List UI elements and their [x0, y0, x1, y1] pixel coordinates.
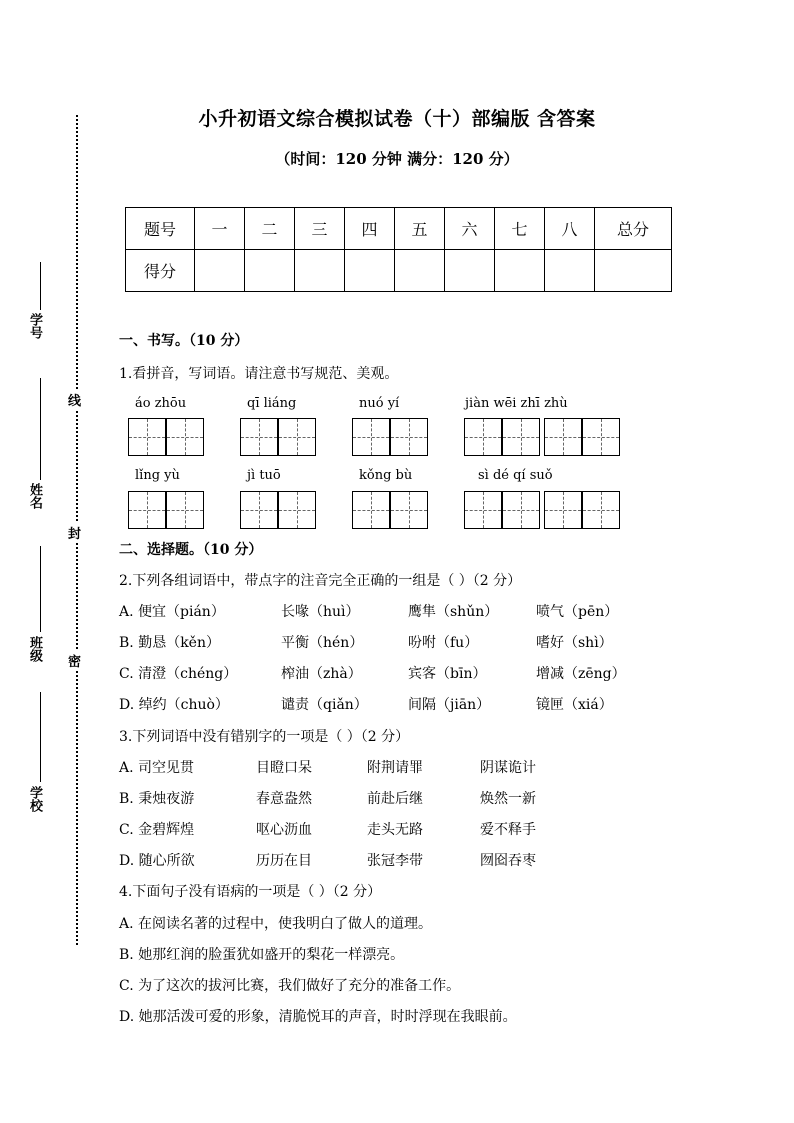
pinyin-6: jì tuō — [247, 468, 281, 483]
q3-option-d: D. 随心所欲 — [119, 853, 195, 869]
writing-grid-cell[interactable] — [166, 491, 204, 529]
score-table-score-row — [126, 250, 672, 292]
seal-char-feng: 封 — [68, 523, 81, 542]
page-subtitle: （时间：120 分钟 满分：120 分） — [275, 150, 519, 168]
writing-grid-cell[interactable] — [390, 418, 428, 456]
score-header-cell: 三 — [295, 208, 345, 250]
question-2: 2.下列各组词语中，带点字的注音完全正确的一组是（ ）（2 分） — [119, 573, 522, 589]
q4-option-a: A. 在阅读名著的过程中，使我明白了做人的道理。 — [119, 916, 433, 932]
question-1: 1.看拼音，写词语。请注意书写规范、美观。 — [119, 366, 399, 382]
q3-option-a-4: 阴谋诡计 — [480, 760, 536, 776]
score-table — [125, 207, 672, 292]
margin-label-class: 班级 — [27, 636, 42, 662]
score-header-cell: 总分 — [595, 208, 672, 250]
q3-option-c-3: 走头无路 — [367, 822, 423, 838]
q3-option-c-2: 呕心沥血 — [256, 822, 312, 838]
q2-option-a-3: 鹰隼（shǔn） — [408, 604, 499, 620]
pinyin-1: áo zhōu — [135, 396, 187, 411]
margin-label-school: 学校 — [27, 786, 42, 812]
school-blank — [40, 692, 42, 782]
score-header-cell: 八 — [545, 208, 595, 250]
q3-option-b-2: 春意盎然 — [256, 791, 312, 807]
pinyin-3: nuó yí — [359, 396, 400, 411]
student-id-blank — [40, 262, 42, 310]
writing-grid-cell[interactable] — [582, 491, 620, 529]
seal-char-mi: 密 — [68, 651, 81, 670]
q3-option-b-4: 焕然一新 — [480, 791, 536, 807]
score-input-cell[interactable] — [495, 250, 545, 292]
section1-heading: 一、书写。（10 分） — [119, 333, 249, 349]
score-input-cell[interactable] — [445, 250, 495, 292]
score-header-cell: 四 — [345, 208, 395, 250]
score-header-cell: 题号 — [126, 208, 195, 250]
q2-option-b: B. 勤恳（kěn） — [119, 635, 220, 651]
q2-option-d-3: 间隔（jiān） — [408, 697, 491, 713]
writing-grid-cell[interactable] — [582, 418, 620, 456]
writing-grid-cell[interactable] — [166, 418, 204, 456]
q2-option-a: A. 便宜（pián） — [119, 604, 225, 620]
q3-option-a-2: 目瞪口呆 — [256, 760, 312, 776]
seal-char-xian: 线 — [68, 390, 81, 409]
pinyin-2: qī liáng — [247, 396, 297, 411]
score-input-cell[interactable] — [345, 250, 395, 292]
writing-grid-cell[interactable] — [240, 418, 278, 456]
score-input-cell[interactable] — [295, 250, 345, 292]
q2-option-c-3: 宾客（bīn） — [408, 666, 487, 682]
q3-option-a-3: 附荆请罪 — [367, 760, 423, 776]
pinyin-4: jiàn wēi zhī zhù — [465, 396, 568, 411]
q3-option-d-4: 囫囵吞枣 — [480, 853, 536, 869]
score-header-cell: 二 — [245, 208, 295, 250]
pinyin-5: lǐng yù — [135, 468, 180, 483]
q2-option-c: C. 清澄（chéng） — [119, 666, 238, 682]
q3-option-b-3: 前赴后继 — [367, 791, 423, 807]
score-header-cell: 七 — [495, 208, 545, 250]
writing-grid-cell[interactable] — [502, 491, 540, 529]
question-3: 3.下列词语中没有错别字的一项是（ ）（2 分） — [119, 729, 410, 745]
q3-option-c: C. 金碧辉煌 — [119, 822, 195, 838]
writing-grid-cell[interactable] — [390, 491, 428, 529]
class-blank — [40, 546, 42, 632]
pinyin-8: sì dé qí suǒ — [478, 468, 553, 483]
margin-label-name: 姓名 — [27, 483, 42, 509]
score-input-cell[interactable] — [245, 250, 295, 292]
q2-option-d-4: 镜匣（xiá） — [536, 697, 613, 713]
writing-grid-cell[interactable] — [352, 418, 390, 456]
q2-option-d: D. 绰约（chuò） — [119, 697, 229, 713]
score-input-cell[interactable] — [595, 250, 672, 292]
writing-grid-cell[interactable] — [544, 491, 582, 529]
score-input-cell[interactable] — [195, 250, 245, 292]
name-blank — [40, 378, 42, 480]
page-title: 小升初语文综合模拟试卷（十）部编版 含答案 — [198, 108, 596, 130]
writing-grid-cell[interactable] — [464, 418, 502, 456]
q2-option-c-4: 增减（zēng） — [536, 666, 626, 682]
score-input-cell[interactable] — [395, 250, 445, 292]
pinyin-7: kǒng bù — [359, 468, 413, 483]
writing-grid-cell[interactable] — [544, 418, 582, 456]
q2-option-d-2: 谴责（qiǎn） — [281, 697, 368, 713]
writing-grid-cell[interactable] — [240, 491, 278, 529]
q2-option-b-4: 嗜好（shì） — [536, 635, 613, 651]
score-header-cell: 五 — [395, 208, 445, 250]
q3-option-d-2: 历历在目 — [256, 853, 312, 869]
writing-grid-cell[interactable] — [278, 491, 316, 529]
margin-label-student-id: 学号 — [27, 313, 42, 339]
writing-grid-cell[interactable] — [278, 418, 316, 456]
score-header-cell: 一 — [195, 208, 245, 250]
writing-grid-cell[interactable] — [128, 418, 166, 456]
writing-grid-cell[interactable] — [352, 491, 390, 529]
q2-option-a-2: 长喙（huì） — [281, 604, 360, 620]
q2-option-b-2: 平衡（hén） — [281, 635, 364, 651]
q4-option-b: B. 她那红润的脸蛋犹如盛开的梨花一样漂亮。 — [119, 947, 405, 963]
q4-option-d: D. 她那活泼可爱的形象，清脆悦耳的声音，时时浮现在我眼前。 — [119, 1009, 517, 1025]
q2-option-a-4: 喷气（pēn） — [536, 604, 619, 620]
score-input-cell[interactable] — [545, 250, 595, 292]
q3-option-c-4: 爱不释手 — [480, 822, 536, 838]
q2-option-c-2: 榨油（zhà） — [281, 666, 362, 682]
q3-option-d-3: 张冠李带 — [367, 853, 423, 869]
q3-option-a: A. 司空见贯 — [119, 760, 195, 776]
score-table-header-row — [126, 208, 672, 250]
q4-option-c: C. 为了这次的拔河比赛，我们做好了充分的准备工作。 — [119, 978, 461, 994]
q3-option-b: B. 秉烛夜游 — [119, 791, 195, 807]
writing-grid-cell[interactable] — [502, 418, 540, 456]
section2-heading: 二、选择题。（10 分） — [119, 542, 263, 558]
writing-grid-cell[interactable] — [128, 491, 166, 529]
score-row-label: 得分 — [126, 250, 195, 292]
writing-grid-cell[interactable] — [464, 491, 502, 529]
question-4: 4.下面句子没有语病的一项是（ ）（2 分） — [119, 884, 382, 900]
q2-option-b-3: 吩咐（fu） — [408, 635, 479, 651]
score-header-cell: 六 — [445, 208, 495, 250]
